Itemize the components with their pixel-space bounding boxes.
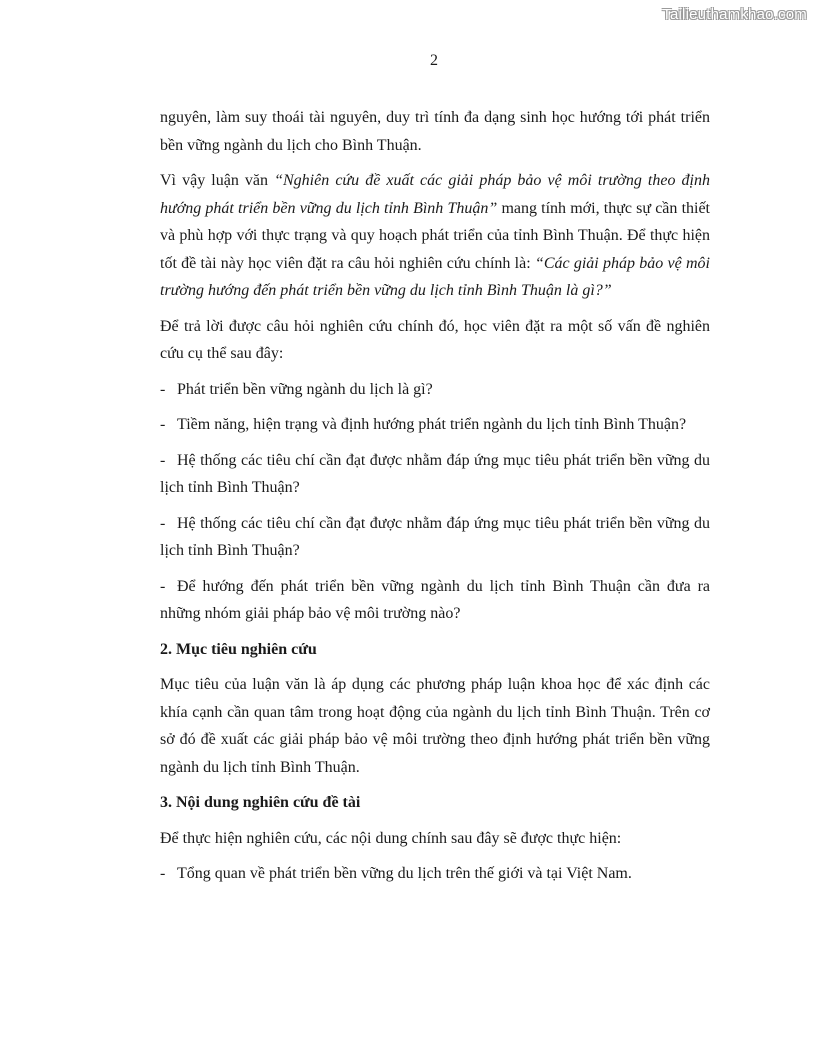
list-item-text: Phát triển bền vững ngành du lịch là gì? (177, 380, 433, 398)
list-item (160, 860, 710, 888)
paragraph-thesis-middle: mang tính mới, thực sự cần thiết và phù hợp với thực trạng và quy hoạch phát triển của tỉnh Bình Thuận. Để thực hiện tốt đề tài này học viên đặt ra câu hỏi nghiên cứu chính là: (160, 199, 711, 272)
list-item-text: Hệ thống các tiêu chí cần đạt được nhằm đáp ứng mục tiêu phát triển bền vững du lịch tỉnh Bình Thuận? (160, 451, 710, 496)
paragraph-thesis-intro: Vì vậy luận văn (160, 172, 275, 189)
section-heading-content: 3. Nội dung nghiên cứu đề tài (160, 794, 361, 811)
paragraph-thesis-title (160, 167, 710, 305)
document-body (160, 104, 710, 896)
list-item-text: Tiềm năng, hiện trạng và định hướng phát triển ngành du lịch tỉnh Bình Thuận? (177, 416, 687, 433)
list-item-text: Tổng quan về phát triển bền vững du lịch trên thế giới và tại Việt Nam. (177, 865, 632, 882)
list-item-text: Hệ thống các tiêu chí cần đạt được nhằm đáp ứng mục tiêu phát triển bền vững du lịch tỉnh Bình Thuận? (160, 514, 710, 559)
dash-marker: - (160, 577, 166, 595)
paragraph-content-intro: Để thực hiện nghiên cứu, các nội dung chính sau đây sẽ được thực hiện: (160, 829, 622, 847)
dash-marker: - (160, 514, 166, 532)
dash-marker: - (160, 380, 166, 398)
list-item (160, 573, 710, 628)
list-item (160, 376, 710, 404)
dash-marker: - (160, 865, 166, 882)
paragraph-objectives: Mục tiêu của luận văn là áp dụng các phương pháp luận khoa học để xác định các khía cạnh cần quan tâm trong hoạt động của ngành du lịch tỉnh Bình Thuận. Trên cơ sở đó đề xuất các giải pháp bảo vệ môi trường theo định hướng phát triển bền vững ngành du lịch tỉnh Bình Thuận. (160, 676, 710, 776)
list-item (160, 510, 710, 565)
dash-marker: - (160, 416, 166, 433)
watermark: Tailieuthamkhao.com (662, 6, 807, 23)
thesis-title-quote: “Nghiên cứu đề xuất các giải pháp bảo vệ môi trường theo định hướng phát triển bền vững du lịch tỉnh Bình Thuận” (160, 172, 710, 217)
dash-marker: - (160, 451, 166, 469)
research-question-quote: “Các giải pháp bảo vệ môi trường hướng đến phát triển bền vững du lịch tỉnh Bình Thuận là gì?” (160, 254, 711, 299)
paragraph-research-issues: Để trả lời được câu hỏi nghiên cứu chính đó, học viên đặt ra một số vấn đề nghiên cứu cụ thể sau đây: (160, 317, 710, 362)
section-heading-objectives: 2. Mục tiêu nghiên cứu (160, 640, 317, 658)
page-number: 2 (430, 52, 438, 69)
list-item-text: Để hướng đến phát triển bền vững ngành du lịch tỉnh Bình Thuận cần đưa ra những nhóm giải pháp bảo vệ môi trường nào? (160, 577, 710, 622)
list-item (160, 447, 710, 502)
paragraph-continuation: nguyên, làm suy thoái tài nguyên, duy trì tính đa dạng sinh học hướng tới phát triển bền vững ngành du lịch cho Bình Thuận. (160, 109, 710, 154)
list-item (160, 411, 710, 439)
